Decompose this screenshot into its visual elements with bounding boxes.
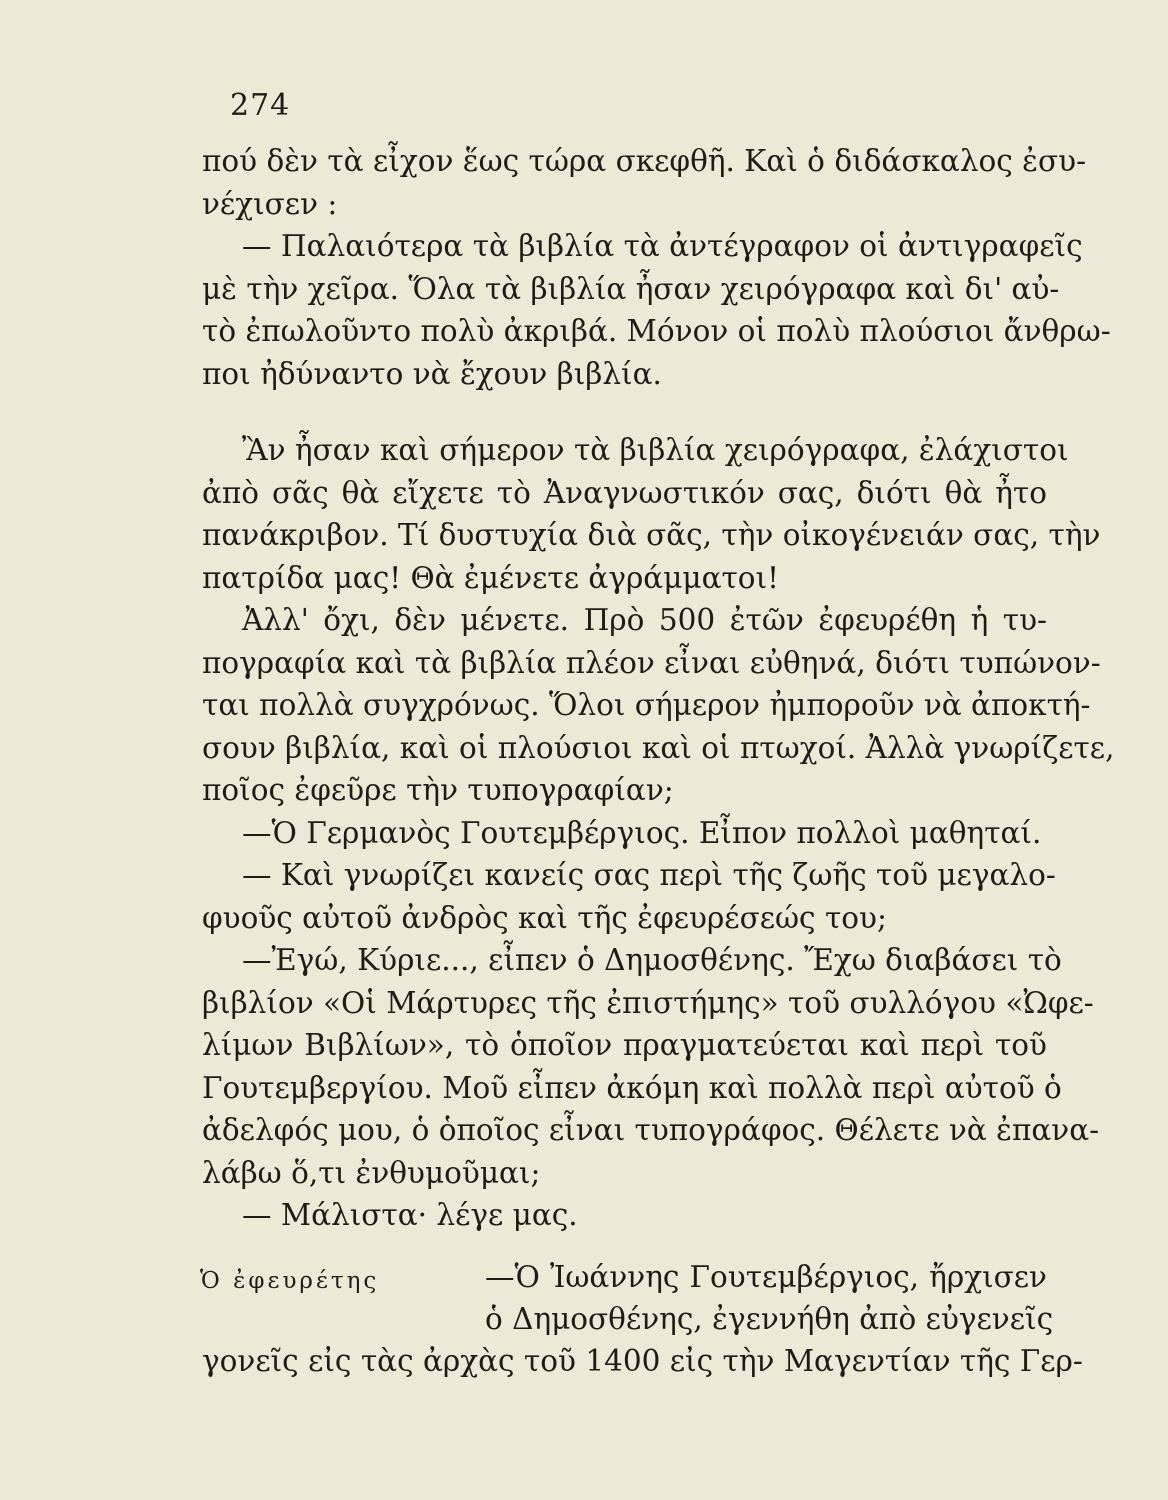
text-line: φυοῦς αὐτοῦ ἀνδρὸς καὶ τῆς ἐφευρέσεώς του; xyxy=(202,900,887,935)
text-line: — Καὶ γνωρίζει κανείς σας περὶ τῆς ζωῆς τοῦ μεγαλο- xyxy=(242,858,1056,892)
text-line: ται πολλὰ συγχρόνως. Ὅλοι σήμερον ἠμποροῦν νὰ ἀποκτή- xyxy=(202,688,1091,722)
text-line: νέχισεν : xyxy=(202,186,338,221)
text-line: ἀδελφός μου, ὁ ὁποῖος εἶναι τυπογράφος. Θέλετε νὰ ἐπανα- xyxy=(202,1113,1100,1147)
text-line: ἀπὸ σᾶς θὰ εἴχετε τὸ Ἀναγνωστικόν σας, διότι θὰ ἦτο xyxy=(202,475,1047,510)
text-line: ποῖος ἐφεῦρε τὴν τυπογραφίαν; xyxy=(202,773,674,807)
text-line: Γουτεμβεργίου. Μοῦ εἶπεν ἀκόμη καὶ πολλὰ περὶ αὐτοῦ ὁ xyxy=(202,1070,1062,1105)
side-heading: Ὁ ἐφευρέτης xyxy=(200,1268,380,1294)
body-text xyxy=(202,140,1115,1237)
paragraph-gap xyxy=(202,395,1047,429)
text-line: γονεῖς εἰς τὰς ἀρχὰς τοῦ 1400 εἰς τὴν Μαγεντίαν τῆς Γερ- xyxy=(202,1344,1083,1378)
text-line: σουν βιβλία, καὶ οἱ πλούσιοι καὶ οἱ πτωχοί. Ἀλλὰ γνωρίζετε, xyxy=(202,730,1115,765)
text-line: τὸ ἐπωλοῦντο πολὺ ἀκριβά. Μόνον οἱ πολὺ πλούσιοι ἄνθρω- xyxy=(202,314,1111,348)
text-line: πού δὲν τὰ εἶχον ἕως τώρα σκεφθῆ. Καὶ ὁ διδάσκαλος ἐσυ- xyxy=(202,144,1087,178)
text-line: ποι ἠδύναντο νὰ ἔχουν βιβλία. xyxy=(202,356,662,391)
text-line: — Παλαιότερα τὰ βιβλία τὰ ἀντέγραφον οἱ ἀντιγραφεῖς xyxy=(242,229,1083,263)
text-line: Ἀλλ' ὄχι, δὲν μένετε. Πρὸ 500 ἐτῶν ἐφευρέθη ἡ τυ- xyxy=(242,603,1047,637)
text-line: — Μάλιστα· λέγε μας. xyxy=(242,1198,578,1232)
text-line: Ἂν ἦσαν καὶ σήμερον τὰ βιβλία χειρόγραφα, ἐλάχιστοι xyxy=(242,433,1069,467)
text-line: —Ὁ Ἰωάννης Γουτεμβέργιος, ἤρχισεν xyxy=(485,1260,1047,1294)
page-number: 274 xyxy=(230,88,291,123)
text-line: βιβλίον «Οἱ Μάρτυρες τῆς ἐπιστήμης» τοῦ συλλόγου «Ὠφε- xyxy=(202,985,1094,1020)
text-line: πανάκριβον. Τί δυστυχία διὰ σᾶς, τὴν οἰκογένειάν σας, τὴν xyxy=(202,518,1101,552)
text-line: πογραφία καὶ τὰ βιβλία πλέον εἶναι εὐθηνά, διότι τυπώνον- xyxy=(202,645,1101,680)
text-line: πατρίδα μας! Θὰ ἐμένετε ἀγράμματοι! xyxy=(202,560,779,595)
text-line: ὁ Δημοσθένης, ἐγεννήθη ἀπὸ εὐγενεῖς xyxy=(485,1302,1054,1336)
text-line: λάβω ὅ,τι ἐνθυμοῦμαι; xyxy=(202,1155,541,1190)
text-line: λίμων Βιβλίων», τὸ ὁποῖον πραγματεύεται καὶ περὶ τοῦ xyxy=(202,1028,1047,1062)
text-line: μὲ τὴν χεῖρα. Ὅλα τὰ βιβλία ἦσαν χειρόγραφα καὶ δι' αὐ- xyxy=(202,271,1060,306)
text-line: —Ἐγώ, Κύριε..., εἶπεν ὁ Δημοσθένης. Ἔχω διαβάσει τὸ xyxy=(242,943,1062,977)
section-text xyxy=(202,1256,1083,1383)
text-line: —Ὁ Γερμανὸς Γουτεμβέργιος. Εἶπον πολλοὶ μαθηταί. xyxy=(242,815,1042,850)
